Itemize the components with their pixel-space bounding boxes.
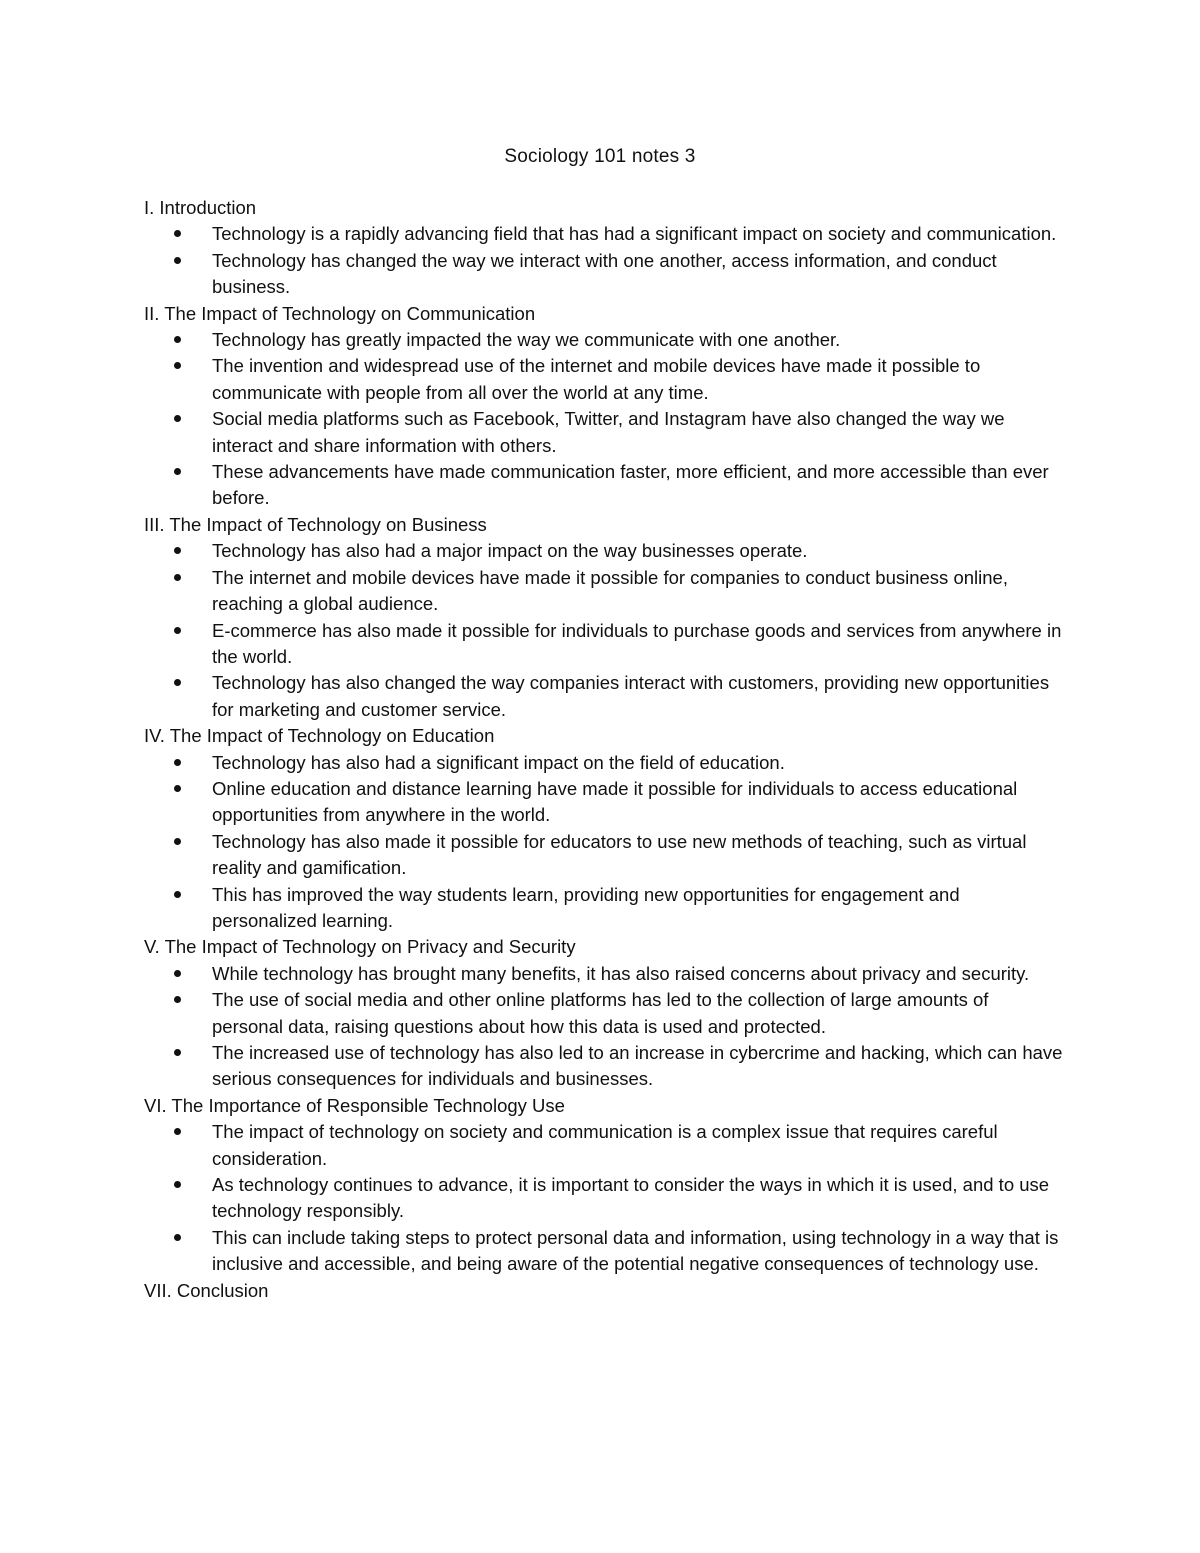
list-item bbox=[144, 353, 1064, 406]
bullet-icon bbox=[174, 468, 181, 475]
list-item bbox=[144, 670, 1064, 723]
bullet-text: Technology has also made it possible for educators to use new methods of teaching, such as virtual reality and gamification. bbox=[212, 830, 1027, 879]
bullet-list bbox=[144, 961, 1064, 1093]
bullet-icon bbox=[174, 362, 181, 369]
bullet-icon bbox=[174, 1049, 181, 1056]
list-item bbox=[144, 1225, 1064, 1278]
bullet-text: These advancements have made communication faster, more efficient, and more accessible than ever before. bbox=[212, 461, 1049, 509]
bullet-icon bbox=[174, 679, 181, 686]
bullet-list bbox=[144, 538, 1064, 723]
document-section bbox=[144, 934, 1064, 1092]
document-section bbox=[144, 301, 1064, 512]
list-item bbox=[144, 829, 1064, 882]
bullet-list bbox=[144, 1119, 1064, 1277]
bullet-text: E-commerce has also made it possible for individuals to purchase goods and services from anywhere in the world. bbox=[212, 619, 1062, 667]
bullet-text: The impact of technology on society and communication is a complex issue that requires careful consideration. bbox=[212, 1121, 998, 1169]
bullet-icon bbox=[174, 336, 181, 343]
list-item bbox=[144, 221, 1064, 247]
bullet-text: Technology is a rapidly advancing field that has had a significant impact on society and communication. bbox=[212, 223, 1057, 245]
section-heading: I. Introduction bbox=[144, 197, 257, 218]
document-section bbox=[144, 1093, 1064, 1278]
bullet-icon bbox=[174, 759, 181, 766]
bullet-icon bbox=[174, 891, 181, 898]
bullet-text: This can include taking steps to protect personal data and information, using technology in a way that is inclusive and accessible, and being aware of the potential negative consequences of technology use. bbox=[212, 1226, 1059, 1275]
bullet-text: The invention and widespread use of the internet and mobile devices have made it possible to communicate with people from all over the world at any time. bbox=[212, 355, 981, 403]
section-heading: VI. The Importance of Responsible Technology Use bbox=[144, 1094, 565, 1116]
bullet-icon bbox=[174, 547, 181, 554]
section-heading: V. The Impact of Technology on Privacy and Security bbox=[144, 936, 576, 958]
bullet-text: While technology has brought many benefits, it has also raised concerns about privacy and security. bbox=[212, 962, 1030, 984]
list-item bbox=[144, 459, 1064, 512]
bullet-icon bbox=[174, 838, 181, 845]
bullet-text: The use of social media and other online platforms has led to the collection of large amounts of personal data, raising questions about how this data is used and protected. bbox=[212, 989, 989, 1037]
bullet-icon bbox=[174, 785, 181, 792]
list-item bbox=[144, 961, 1064, 987]
document-section bbox=[144, 195, 1064, 301]
document-section bbox=[144, 512, 1064, 723]
bullet-text: Technology has also changed the way companies interact with customers, providing new opportunities for marketing and customer service. bbox=[212, 672, 1050, 720]
bullet-text: The increased use of technology has also led to an increase in cybercrime and hacking, which can have serious consequences for individuals and businesses. bbox=[212, 1042, 1063, 1090]
list-item bbox=[144, 327, 1064, 353]
bullet-icon bbox=[174, 415, 181, 422]
document-body bbox=[144, 195, 1064, 1304]
list-item bbox=[144, 406, 1064, 459]
section-heading: IV. The Impact of Technology on Education bbox=[144, 725, 495, 747]
list-item bbox=[144, 565, 1064, 618]
list-item bbox=[144, 248, 1064, 301]
list-item bbox=[144, 750, 1064, 776]
bullet-icon bbox=[174, 1234, 181, 1241]
section-heading: VII. Conclusion bbox=[144, 1279, 269, 1301]
bullet-icon bbox=[174, 574, 181, 581]
bullet-icon bbox=[174, 230, 181, 237]
bullet-text: This has improved the way students learn, providing new opportunities for engagement and personalized learning. bbox=[212, 883, 960, 931]
list-item bbox=[144, 1172, 1064, 1225]
bullet-text: Technology has greatly impacted the way we communicate with one another. bbox=[212, 329, 841, 351]
section-heading: III. The Impact of Technology on Business bbox=[144, 513, 487, 535]
bullet-list bbox=[144, 750, 1064, 935]
bullet-text: Technology has changed the way we interact with one another, access information, and conduct business. bbox=[212, 249, 997, 298]
list-item bbox=[144, 1119, 1064, 1172]
bullet-text: Online education and distance learning have made it possible for individuals to access educational opportunities from anywhere in the world. bbox=[212, 777, 1018, 826]
bullet-icon bbox=[174, 627, 181, 634]
bullet-text: Social media platforms such as Facebook, Twitter, and Instagram have also changed the way we interact and share information with others. bbox=[212, 408, 1005, 456]
list-item bbox=[144, 538, 1064, 564]
list-item bbox=[144, 776, 1064, 829]
document-title: Sociology 101 notes 3 bbox=[504, 146, 696, 167]
bullet-icon bbox=[174, 257, 181, 264]
bullet-icon bbox=[174, 1128, 181, 1135]
bullet-text: As technology continues to advance, it is important to consider the ways in which it is used, and to use technology responsibly. bbox=[212, 1174, 1050, 1222]
bullet-list bbox=[144, 327, 1064, 512]
list-item bbox=[144, 618, 1064, 671]
bullet-icon bbox=[174, 970, 181, 977]
list-item bbox=[144, 882, 1064, 935]
bullet-icon bbox=[174, 996, 181, 1003]
document-section bbox=[144, 1278, 1064, 1304]
bullet-list bbox=[144, 221, 1064, 300]
section-heading: II. The Impact of Technology on Communication bbox=[144, 302, 536, 324]
list-item bbox=[144, 987, 1064, 1040]
bullet-icon bbox=[174, 1181, 181, 1188]
bullet-text: The internet and mobile devices have made it possible for companies to conduct business online, reaching a global audience. bbox=[212, 566, 1008, 615]
document-section bbox=[144, 723, 1064, 934]
list-item bbox=[144, 1040, 1064, 1093]
bullet-text: Technology has also had a significant impact on the field of education. bbox=[212, 751, 785, 773]
bullet-text: Technology has also had a major impact on the way businesses operate. bbox=[212, 540, 808, 562]
